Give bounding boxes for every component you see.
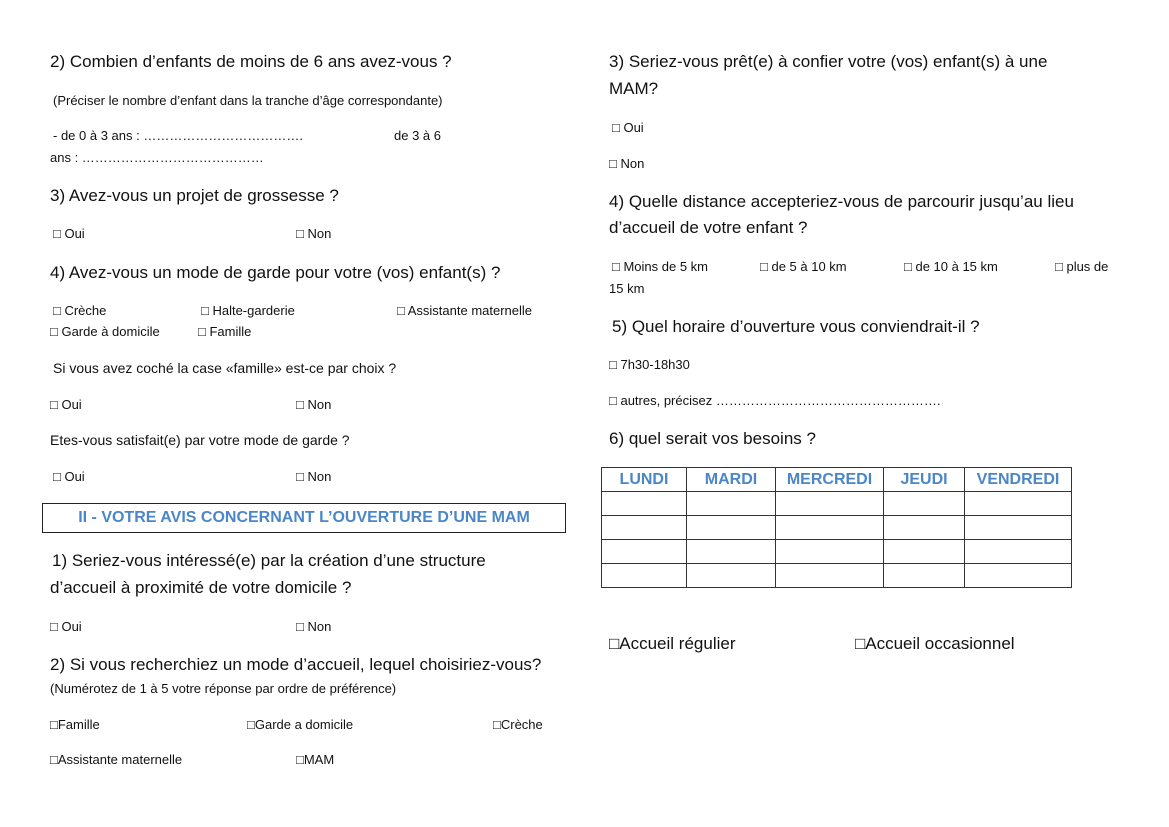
- day-header-mardi: MARDI: [687, 468, 776, 492]
- distance-more-15km-checkbox[interactable]: □ plus de: [1055, 259, 1109, 274]
- pref-mam-checkbox[interactable]: □MAM: [296, 752, 335, 767]
- weekly-needs-table: [601, 467, 1072, 588]
- table-cell[interactable]: [687, 540, 776, 564]
- distance-10-15km-checkbox[interactable]: □ de 10 à 15 km: [904, 259, 998, 274]
- question-2-preferred-mode: 2) Si vous recherchiez un mode d’accueil, lequel choisiriez-vous?: [50, 655, 542, 674]
- mam-trust-oui-checkbox[interactable]: □ Oui: [612, 120, 644, 135]
- satisfaction-non-checkbox[interactable]: □ Non: [296, 469, 332, 484]
- table-header-row: [602, 468, 1072, 492]
- pref-creche-checkbox[interactable]: □Crèche: [493, 717, 543, 732]
- pref-famille-checkbox[interactable]: □Famille: [50, 717, 100, 732]
- table-cell[interactable]: [602, 564, 687, 588]
- hours-7h30-18h30-checkbox[interactable]: □ 7h30-18h30: [609, 357, 690, 372]
- table-cell[interactable]: [602, 516, 687, 540]
- question-2-children-count: 2) Combien d’enfants de moins de 6 ans avez-vous ?: [50, 52, 452, 71]
- age-range-3-6-label: de 3 à 6: [394, 128, 441, 143]
- table-cell[interactable]: [884, 516, 965, 540]
- mode-assistante-maternelle-checkbox[interactable]: □ Assistante maternelle: [397, 303, 533, 318]
- table-cell[interactable]: [687, 492, 776, 516]
- question-4-childcare-mode: 4) Avez-vous un mode de garde pour votre (vos) enfant(s) ?: [50, 263, 501, 282]
- table-cell[interactable]: [776, 564, 884, 588]
- table-cell[interactable]: [776, 540, 884, 564]
- question-6-needs: 6) quel serait vos besoins ?: [609, 429, 816, 448]
- pref-assistante-maternelle-checkbox[interactable]: □Assistante maternelle: [50, 752, 183, 767]
- question-3-pregnancy: 3) Avez-vous un projet de grossesse ?: [50, 186, 339, 205]
- famille-choice-oui-checkbox[interactable]: □ Oui: [50, 397, 82, 412]
- question-4-distance-line-2: d’accueil de votre enfant ?: [609, 218, 808, 237]
- pregnancy-non-checkbox[interactable]: □ Non: [296, 226, 332, 241]
- accueil-regulier-checkbox[interactable]: □Accueil régulier: [609, 634, 736, 653]
- question-1-interest-line-2: d’accueil à proximité de votre domicile ?: [50, 578, 352, 597]
- table-cell[interactable]: [884, 540, 965, 564]
- question-4-distance-line-1: 4) Quelle distance accepteriez-vous de parcourir jusqu’au lieu: [609, 192, 1074, 211]
- table-cell[interactable]: [602, 492, 687, 516]
- day-header-vendredi: VENDREDI: [965, 468, 1072, 492]
- mode-garde-domicile-checkbox[interactable]: □ Garde à domicile: [50, 324, 160, 339]
- table-cell[interactable]: [965, 564, 1072, 588]
- interest-non-checkbox[interactable]: □ Non: [296, 619, 332, 634]
- famille-choice-question: Si vous avez coché la case «famille» est-ce par choix ?: [53, 360, 397, 376]
- question-5-opening-hours: 5) Quel horaire d’ouverture vous conviendrait-il ?: [612, 317, 980, 336]
- preferred-mode-hint: (Numérotez de 1 à 5 votre réponse par ordre de préférence): [50, 681, 397, 696]
- question-1-interest-line-1: 1) Seriez-vous intéressé(e) par la création d’une structure: [52, 551, 486, 570]
- table-cell[interactable]: [687, 516, 776, 540]
- table-cell[interactable]: [776, 516, 884, 540]
- table-row: [602, 492, 1072, 516]
- section-title-mam: II - VOTRE AVIS CONCERNANT L’OUVERTURE D’UNE MAM: [42, 503, 566, 533]
- mode-creche-checkbox[interactable]: □ Crèche: [53, 303, 107, 318]
- mode-halte-garderie-checkbox[interactable]: □ Halte-garderie: [201, 303, 295, 318]
- day-header-jeudi: JEUDI: [884, 468, 965, 492]
- table-row: [602, 564, 1072, 588]
- distance-more-15km-label: 15 km: [609, 281, 645, 296]
- table-cell[interactable]: [884, 492, 965, 516]
- age-range-0-3[interactable]: - de 0 à 3 ans : ……………………………….: [53, 128, 303, 143]
- question-2-hint: (Préciser le nombre d’enfant dans la tranche d’âge correspondante): [53, 93, 443, 108]
- famille-choice-non-checkbox[interactable]: □ Non: [296, 397, 332, 412]
- table-cell[interactable]: [687, 564, 776, 588]
- table-cell[interactable]: [965, 540, 1072, 564]
- table-cell[interactable]: [965, 516, 1072, 540]
- accueil-occasionnel-checkbox[interactable]: □Accueil occasionnel: [855, 634, 1015, 653]
- table-cell[interactable]: [776, 492, 884, 516]
- day-header-lundi: LUNDI: [602, 468, 687, 492]
- table-row: [602, 540, 1072, 564]
- pregnancy-oui-checkbox[interactable]: □ Oui: [53, 226, 85, 241]
- interest-oui-checkbox[interactable]: □ Oui: [50, 619, 82, 634]
- day-header-mercredi: MERCREDI: [776, 468, 884, 492]
- distance-5-10km-checkbox[interactable]: □ de 5 à 10 km: [760, 259, 847, 274]
- table-cell[interactable]: [884, 564, 965, 588]
- satisfaction-oui-checkbox[interactable]: □ Oui: [53, 469, 85, 484]
- age-range-3-6-field[interactable]: ans : ……………………………………: [50, 150, 264, 165]
- table-cell[interactable]: [965, 492, 1072, 516]
- question-3-mam-trust-line-1: 3) Seriez-vous prêt(e) à confier votre (vos) enfant(s) à une: [609, 52, 1048, 71]
- table-row: [602, 516, 1072, 540]
- table-cell[interactable]: [602, 540, 687, 564]
- question-3-mam-trust-line-2: MAM?: [609, 79, 659, 98]
- mam-trust-non-checkbox[interactable]: □ Non: [609, 156, 645, 171]
- distance-less-5km-checkbox[interactable]: □ Moins de 5 km: [612, 259, 708, 274]
- pref-garde-domicile-checkbox[interactable]: □Garde a domicile: [247, 717, 354, 732]
- satisfaction-question: Etes-vous satisfait(e) par votre mode de garde ?: [50, 432, 350, 448]
- hours-other-checkbox[interactable]: □ autres, précisez …………………………………………….: [609, 393, 941, 408]
- mode-famille-checkbox[interactable]: □ Famille: [198, 324, 252, 339]
